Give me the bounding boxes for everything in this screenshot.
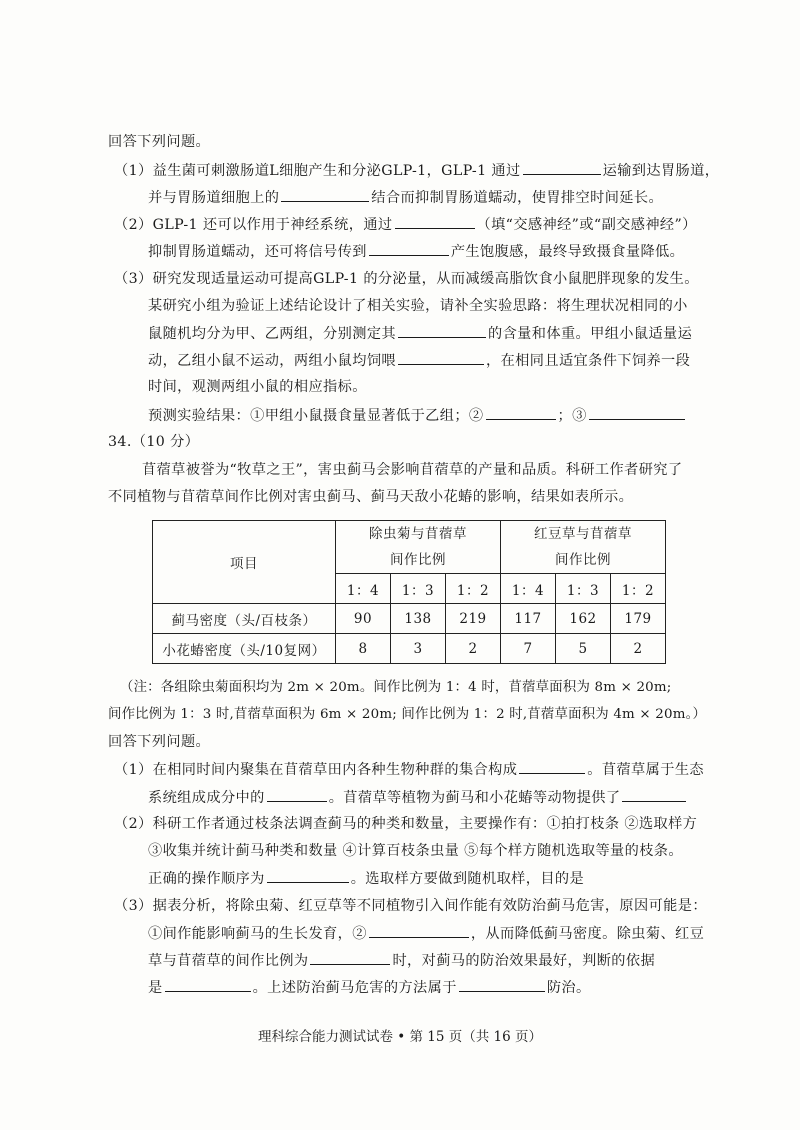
- answer-blank[interactable]: [486, 405, 556, 420]
- q33-p3-line6: 预测实验结果：①甲组小鼠摄食量显著低于乙组；② ；③: [148, 405, 687, 426]
- answer-blank[interactable]: [398, 350, 484, 365]
- table-note-line2: 间作比例为 1：3 时,苜蓿草面积为 6m × 20m; 间作比例为 1：2 时,苜蓿草面积为 4m × 20m。）: [108, 707, 707, 722]
- intro-line: 回答下列问题。: [108, 134, 211, 150]
- ratio-cell: 1：3: [391, 574, 446, 604]
- q33-p1-line1: （1）益生菌可刺激肠道L细胞产生和分泌GLP-1，GLP-1 通过 运输到达胃肠道，: [114, 160, 719, 181]
- answer-blank[interactable]: [459, 977, 545, 992]
- q34-p2-line1: （2）科研工作者通过枝条法调查蓟马的种类和数量，主要操作有：①拍打枝条 ②选取样方: [114, 816, 698, 832]
- table-cell: 8: [336, 634, 391, 664]
- q33-p3-line3: 鼠随机均分为甲、乙两组，分别测定其 的含量和体重。甲组小鼠适量运: [148, 323, 692, 344]
- ratio-cell: 1：4: [501, 574, 556, 604]
- ratio-cell: 1：3: [556, 574, 611, 604]
- row-label: 蓟马密度（头/百枝条）: [153, 604, 336, 634]
- page-footer: 理科综合能力测试试卷 • 第 15 页（共 16 页）: [257, 1029, 543, 1045]
- q34-p3-line4: 是 。上述防治蓟马危害的方法属于 防治。: [148, 977, 591, 998]
- table-cell: 117: [501, 604, 556, 634]
- q34-heading: 34.（10 分）: [108, 434, 200, 450]
- table-cell: 7: [501, 634, 556, 664]
- q34-p1-line1: （1）在相同时间内聚集在苜蓿草田内各种生物种群的集合构成 。苜蓿草属于生态: [114, 759, 704, 780]
- table-cell: 219: [446, 604, 501, 634]
- ratio-cell: 1：2: [611, 574, 666, 604]
- q33-p3-line1: （3）研究发现适量运动可提高GLP-1 的分泌量，从而减缓高脂饮食小鼠肥胖现象的发生。: [114, 271, 699, 287]
- table-row: [153, 634, 666, 664]
- q33-p3-line4: 动，乙组小鼠不运动，两组小鼠均饲喂 ，在相同且适宜条件下饲养一段: [148, 350, 690, 371]
- answer-blank[interactable]: [267, 868, 349, 883]
- ratio-cell: 1：2: [446, 574, 501, 604]
- answer-blank[interactable]: [622, 787, 686, 802]
- row-label: 小花蝽密度（头/10复网）: [153, 634, 336, 664]
- answer-blank[interactable]: [267, 787, 327, 802]
- answer-blank[interactable]: [369, 241, 449, 256]
- q34-intro-line1: 苜蓿草被誉为“牧草之王”，害虫蓟马会影响苜蓿草的产量和品质。科研工作者研究了: [142, 462, 683, 478]
- table-cell: 5: [556, 634, 611, 664]
- q34-p1-line2: 系统组成成分中的 。苜蓿草等植物为蓟马和小花蝽等动物提供了: [148, 787, 688, 808]
- header-group-sainfoin: 红豆草与苜蓿草 间作比例: [501, 521, 666, 574]
- q34-p2-line2: ③收集并统计蓟马种类和数量 ④计算百枝条虫量 ⑤每个样方随机选取等量的枝条。: [148, 843, 683, 859]
- header-group-pyrethrum: 除虫菊与苜蓿草 间作比例: [336, 521, 501, 574]
- header-item: 项目: [153, 521, 336, 604]
- table-cell: 2: [611, 634, 666, 664]
- answer-blank[interactable]: [519, 759, 585, 774]
- answer-blank[interactable]: [398, 323, 486, 338]
- q34-intro-line2: 不同植物与苜蓿草间作比例对害虫蓟马、蓟马天敌小花蝽的影响，结果如表所示。: [108, 489, 634, 505]
- table-cell: 3: [391, 634, 446, 664]
- q34-answer-intro: 回答下列问题。: [108, 734, 211, 750]
- answer-blank[interactable]: [310, 950, 390, 965]
- answer-blank[interactable]: [395, 214, 475, 229]
- q34-p2-line3: 正确的操作顺序为 。选取样方要做到随机取样，目的是: [148, 868, 584, 889]
- q33-p2-line1: （2）GLP-1 还可以作用于神经系统，通过 （填“交感神经”或“副交感神经”）: [114, 214, 697, 235]
- ratio-cell: 1：4: [336, 574, 391, 604]
- table-cell: 2: [446, 634, 501, 664]
- q33-p1-line2: 并与胃肠道细胞上的 结合而抑制胃肠道蠕动，使胃排空时间延长。: [148, 187, 663, 208]
- q33-p2-line2: 抑制胃肠道蠕动，还可将信号传到 产生饱腹感，最终导致摄食量降低。: [148, 241, 684, 262]
- table-cell: 90: [336, 604, 391, 634]
- table-row: [153, 604, 666, 634]
- q33-p3-line5: 时间，观测两组小鼠的相应指标。: [148, 379, 367, 395]
- answer-blank[interactable]: [369, 923, 469, 938]
- q34-p3-line2: ①间作能影响蓟马的生长发育，② ，从而降低蓟马密度。除虫菊、红豆: [148, 923, 704, 944]
- table-cell: 138: [391, 604, 446, 634]
- answer-blank[interactable]: [165, 977, 251, 992]
- q34-p3-line3: 草与苜蓿草的间作比例为 时，对蓟马的防治效果最好，判断的依据: [148, 950, 655, 971]
- answer-blank[interactable]: [523, 160, 601, 175]
- table-cell: 179: [611, 604, 666, 634]
- q34-p3-line1: （3）据表分析，将除虫菊、红豆草等不同植物引入间作能有效防治蓟马危害，原因可能是：: [114, 898, 707, 914]
- answer-blank[interactable]: [589, 405, 685, 420]
- table-cell: 162: [556, 604, 611, 634]
- results-table: [152, 520, 666, 664]
- answer-blank[interactable]: [281, 187, 369, 202]
- table-note-line1: （注：各组除虫菊面积均为 2m × 20m。间作比例为 1：4 时，苜蓿草面积为 8m × 20m;: [120, 680, 672, 695]
- q33-p3-line2: 某研究小组为验证上述结论设计了相关实验，请补全实验思路：将生理状况相同的小: [148, 298, 688, 314]
